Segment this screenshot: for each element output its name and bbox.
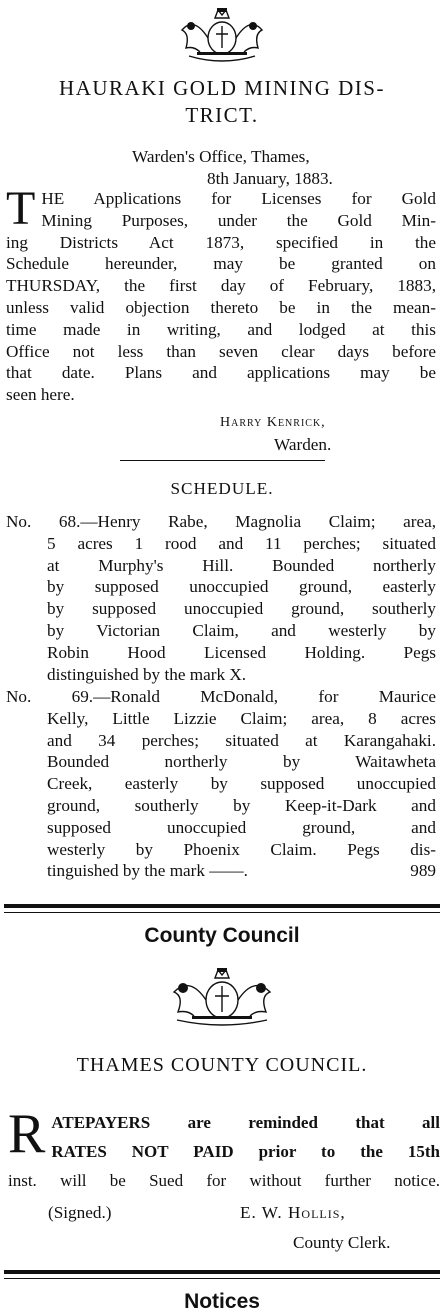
schedule-heading: SCHEDULE. xyxy=(170,479,274,498)
schedule-line: by supposed unoccupied ground, southerly xyxy=(47,599,436,619)
schedule-line: by supposed unoccupied ground, easterly xyxy=(47,577,436,597)
schedule-line: at Murphy's Hill. Bounded northerly xyxy=(47,555,436,575)
date-line: 8th January, 1883. xyxy=(207,168,333,188)
para-line: seen here. xyxy=(6,385,75,405)
signatory-title: Warden. xyxy=(274,434,332,454)
signatory-name: Harry Kenrick, xyxy=(220,415,326,430)
para-line: ing Districts Act 1873, specified in the xyxy=(6,232,436,252)
coat-of-arms-icon xyxy=(0,966,444,1033)
coat-of-arms-svg xyxy=(167,4,277,64)
notice-line xyxy=(8,1137,440,1166)
signed-label: (Signed.) xyxy=(48,1203,112,1222)
para-line: THURSDAY, the first day of February, 1883, xyxy=(6,276,436,296)
schedule-line: westerly by Phoenix Claim. Pegs dis- xyxy=(47,839,436,859)
schedule-line: and 34 perches; situated at Karangahaki. xyxy=(47,730,436,750)
schedule-line: by Victorian Claim, and westerly by xyxy=(47,620,436,640)
schedule-line: distinguished by the mark X. xyxy=(47,664,247,684)
ratepayers-notice xyxy=(8,1103,440,1195)
para-line: HE Applications for Licenses for Gold xyxy=(41,189,436,208)
schedule-item-68 xyxy=(6,511,436,685)
schedule-line: supposed unoccupied ground, and xyxy=(47,817,436,837)
notice-heading-line2: TRICT. xyxy=(185,103,259,127)
notice-heading xyxy=(0,75,444,129)
coat-of-arms-svg xyxy=(157,966,287,1028)
drop-cap: T xyxy=(6,182,36,235)
notice-line: inst. will be Sued for without further notice. xyxy=(8,1171,440,1190)
signatory-name: E. W. Hollis, xyxy=(240,1203,346,1222)
signature-block xyxy=(220,412,430,456)
para-line: Mining Purposes, under the Gold Min- xyxy=(41,210,436,230)
notice-line: ATEPAYERS are reminded that all xyxy=(51,1113,440,1132)
coat-of-arms-icon xyxy=(0,4,444,69)
para-line: that date. Plans and applications may be xyxy=(6,363,436,383)
para-line: time made in writing, and lodged at this xyxy=(6,319,436,339)
section-title-county-council: County Council xyxy=(144,924,300,947)
schedule-line: No. 69.—Ronald McDonald, for Maurice xyxy=(6,687,436,706)
office-address xyxy=(132,146,382,190)
signed-block xyxy=(48,1202,438,1254)
schedule-line: Kelly, Little Lizzie Claim; area, 8 acres xyxy=(47,708,436,728)
schedule-line: tinguished by the mark ——. xyxy=(47,861,248,881)
schedule-line: ground, southerly by Keep-it-Dark and xyxy=(47,795,436,815)
section-divider xyxy=(4,904,440,913)
council-heading: THAMES COUNTY COUNCIL. xyxy=(76,1054,368,1076)
schedule-item-69 xyxy=(6,686,436,882)
signatory-title: County Clerk. xyxy=(293,1232,391,1252)
ad-number: 989 xyxy=(410,861,436,881)
schedule-line: No. 68.—Henry Rabe, Magnolia Claim; area, xyxy=(6,512,436,531)
para-line: unless valid objection thereto be in the mean- xyxy=(6,297,436,317)
divider xyxy=(120,460,325,461)
notice-line-text: RATES NOT PAID prior to the 15th xyxy=(51,1142,440,1161)
drop-cap: R xyxy=(8,1103,46,1165)
schedule-last-line xyxy=(6,860,436,882)
notice-heading-line1: HAURAKI GOLD MINING DIS- xyxy=(59,76,385,100)
schedule-line: 5 acres 1 rood and 11 perches; situated xyxy=(47,533,436,553)
para-line: Schedule hereunder, may be granted on xyxy=(6,254,436,274)
schedule-line: Robin Hood Licensed Holding. Pegs xyxy=(47,642,436,662)
office-line: Warden's Office, Thames, xyxy=(132,147,310,166)
schedule-line: Creek, easterly by supposed unoccupied xyxy=(47,774,436,794)
schedule-line: Bounded northerly by Waitawheta xyxy=(47,752,436,772)
section-title-notices: Notices xyxy=(184,1290,260,1313)
notice-paragraph xyxy=(6,182,436,406)
para-line: Office not less than seven clear days before xyxy=(6,341,436,361)
section-divider xyxy=(4,1270,440,1279)
